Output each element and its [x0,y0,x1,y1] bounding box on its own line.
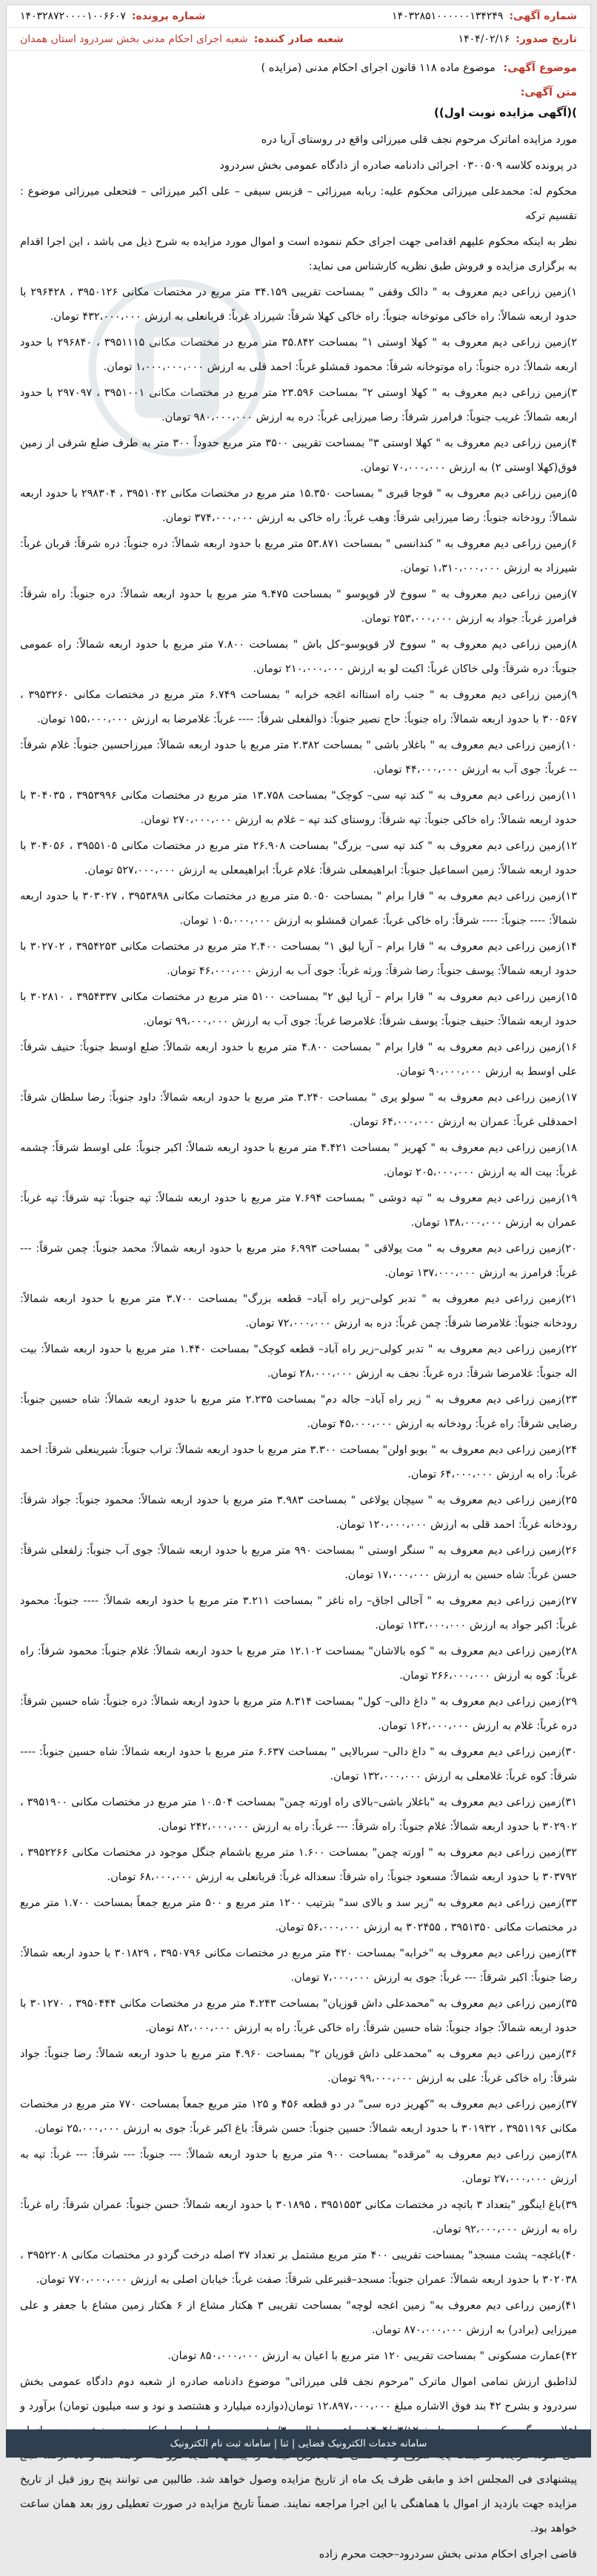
notice-paragraph: ۹)زمین زراعی دیم معروف به " جنب راه استاانه اغجه خرابه " بمساحت ۶.۷۴۹ متر مربع در مختصات مکانی ۳۹۵۳۲۶۰ ، ۳۰۰۵۶۷ با حدود اربعه شمالاً: راه جنوباً: حاج نصیر جنوباً: ذوالفعلی شرقاً: ---- غرباً: غلامرضا به ارزش ۱۵۵،۰۰۰،۰۰۰ تومان. [20,683,577,732]
notice-paragraph: ۳۹)باغ اینگور "بتعداد ۳ باتچه در مختصات مکانی ۳۹۵۱۵۵۳ ، ۳۰۱۸۹۵ با حدود اربعه شمالاً: حسن جنوباً: عمران شرقاً: راه غرباً: راه به ارزش ۹۲،۰۰۰،۰۰۰ تومان. [20,2193,577,2242]
issuing-branch-value: شعبه اجرای احکام مدنی بخش سردرود استان همدان [20,33,248,45]
ad-number [392,10,577,22]
body-label-row [7,81,590,101]
notice-paragraph: ۲۱)زمین زراعی دیم معروف به " تدبر کولی–زیر راه آباد– قطعه بزرگ" بمساحت ۳.۷۰۰ متر مربع با حدود اربعه شمالاً: رودخانه جنوباً: غلامرضا شرقاً: چمن غرباً: دره به ارزش ۷۲،۰۰۰،۰۰۰ تومان. [20,1287,577,1336]
notice-paragraph: ۳۲)زمین زراعی دیم معروف به " اورته چمن" بمساحت ۱.۶۰۰ متر مربع باشمام جنگل موجود در مختصات مکانی ۳۹۵۲۲۶۶ ، ۳۰۳۷۹۲ با حدود اربعه شمالاً: مسعود جنوباً: راه شرقاً: سعداله غرباً: قربانعلی به ارزش ۶۸،۰۰۰،۰۰۰ تومان. [20,1841,577,1890]
notice-paragraph: محکوم له: محمدعلی میرزائی محکوم علیه: ربابه میرزائی – قزبس سیفی – علی اکبر میرزائی – فتحعلی میرزائی موضوع : تقسیم ترکه [20,180,577,229]
issue-date-value: ۱۴۰۴/۰۲/۱۶ [458,33,510,45]
notice-paragraph: ۴۰)باغچه– پشت مسجد" بمساحت تقریبی ۴۰۰ متر مربع مشتمل بر تعداد ۳۷ اصله درخت گردو در مختصات مکانی ۳۹۵۲۲۰۸ ، ۳۰۲۰۳۸ با حدود اربعه شمالاً: عمران جنوباً: مسجد–قنبرعلی شرقاً: صفت غرباً: خیابان اصلی به ارزش ۷۷۰،۰۰۰،۰۰۰ تومان. [20,2244,577,2292]
notice-paragraph: ۸)زمین زراعی دیم معروف به " سووخ لار قوپوسو–کل باش " بمساحت ۷.۸۰۰ متر مربع با حدود اربعه شمالاً: راه عمومی جنوباً: دره شرقاً: ولی خاکان غرباً: اکبت لو به ارزش ۲۱۰،۰۰۰،۰۰۰ تومان. [20,633,577,682]
subject-label: موضوع آگهی: [503,62,577,74]
notice-paragraph: ۴)زمین زراعی دیم معروف به " کهلا اوستی ۳" بمساحت تقریبی ۳۵۰۰ متر مربع حدوداً ۳۰۰ متر به طرف ضلع شرقی از زمین فوق(کهلا اوستی ۲) به ارزش ۷۰،۰۰۰،۰۰۰ تومان. [20,432,577,480]
notice-paragraph [20,2543,577,2567]
notice-paragraph: ۲۲)زمین زراعی دیم معروف به " تدبر کولی–زیر راه آباد– قطعه کوچک" بمساحت ۱.۴۴۰ متر مربع با حدود اربعه شمالاً: بیت اله جنوباً: غلامرضا شرقاً: دره غرباً: نجف به ارزش ۲۸،۰۰۰،۰۰۰ تومان. [20,1338,577,1386]
header-row-issuer [7,28,590,51]
issue-date-label: تاریخ صدور: [516,33,577,45]
notice-paragraph: ۱۴)زمین زراعی دیم معروف به " قارا برام – آرپا لیق ۱" بمساحت ۲.۴۰۰ متر مربع در مختصات مکانی ۳۹۵۴۲۵۳ ، ۳۰۲۷۰۲ با حدود اربعه شمالاً: یوسف جنوباً: رضا شرقاً: ورثه غرباً: جوی آب به ارزش ۴۶،۰۰۰،۰۰۰ تومان. [20,935,577,984]
case-number-label: شماره پرونده: [132,10,205,22]
subject-line [7,51,590,81]
notice-paragraph: ۲)زمین زراعی دیم معروف به " کهلا اوستی ۱" بمساحت ۳۵.۸۴۲ متر مربع در مختصات مکانی ۳۹۵۱۱۱۵ ، ۲۹۶۸۴۰ با حدود اربعه شمالاً: دره جنوباً: راه موتوخانه شرقاً: محمود قمشلو غرباً: احمد قلی به ارزش ۱،۰۰۰،۰۰۰،۰۰۰ تومان. [20,331,577,380]
notice-paragraph: ۷)زمین زراعی دیم معروف به " سووخ لار قوپوسو " بمساحت ۹.۴۷۵ متر مربع با حدود اربعه شمالاً: دره جنوباً: راه شرقاً: فرامرز غرباً: جواد به ارزش ۲۵۳،۰۰۰،۰۰۰ تومان. [20,583,577,631]
notice-body [7,124,590,2576]
notice-title: )(آگهی مزایده نوبت اول)) [7,101,590,124]
notice-paragraph: ۵)زمین زراعی دیم معروف به " قوجا قبری " بمساحت ۱۵.۳۵۰ متر مربع در مختصات مکانی ۳۹۵۱۰۴۲ ، ۲۹۸۳۰۴ با حدود اربعه شمالاً: رودخانه جنوباً: رضا میرزایی شرقاً: وهب غرباً: راه خاکی به ارزش ۳۷۴،۰۰۰،۰۰۰ تومان. [20,482,577,531]
notice-paragraph: ۲۴)زمین زراعی دیم معروف به " بویو اولن" بمساحت ۳.۳۰۰ متر مربع با حدود اربعه شمالاً: تراب جنوباً: شیرینعلی شرقاً: احمد غرباً: راه به ارزش ۶۴،۰۰۰،۰۰۰ تومان. [20,1438,577,1487]
notice-paragraph: ۳)زمین زراعی دیم معروف به " کهلا اوستی ۲" بمساحت ۲۳.۵۹۶ متر مربع در مختصات مکانی ۳۹۵۱۰۰۱ ، ۲۹۷۰۹۷ با حدود اربعه شمالاً: غریب جنوباً: فرامرز شرقاً: رضا میرزایی غرباً: دره به ارزش ۹۸۰،۰۰۰،۰۰۰ تومان. [20,381,577,430]
issue-date [458,33,577,45]
subject-value: موضوع ماده ۱۱۸ قانون اجرای احکام مدنی (مزایده ) [261,62,495,74]
notice-paragraph: ۱۶)زمین زراعی دیم معروف به " قارا برام " بمساحت ۴.۸۰۰ متر مربع با حدود اربعه شمالاً: ضلع اوسط جنوباً: حنیف شرقاً: علی اوسط به ارزش ۹۰،۰۰۰،۰۰۰ تومان. [20,1036,577,1084]
notice-paragraph: ۳۰)زمین زراعی دیم معروف به " داغ دالی– سربالایی " بمساحت ۶.۶۳۷ متر مربع با حدود اربعه شمالاً: شاه حسین جنوباً: ---- شرقاً: کوه غرباً: غلامعلی به ارزش ۱۳۲،۰۰۰،۰۰۰ تومان. [20,1740,577,1789]
notice-paragraph: ۲۶)زمین زراعی دیم معروف به " سنگر اوستی " بمساحت ۹۹۰ متر مربع با حدود اربعه شمالاً: جوی آب جنوباً: زلفعلی شرقاً: حسن غرباً: شاه حسین به ارزش ۱۷،۰۰۰،۰۰۰ تومان. [20,1539,577,1588]
notice-paragraph: ۲۸)زمین زراعی دیم معروف به " کوه بالاشان" بمساحت ۱۲.۱۰۲ متر مربع با حدود اربعه شمالاً: غلام جنوباً: محمود شرقاً: راه غرباً: کوه به ارزش ۲۶۶،۰۰۰،۰۰۰ تومان. [20,1640,577,1688]
notice-paragraph: ۳۵)زمین زراعی دیم معروف به "محمدعلی داش قوزیان" بمساحت ۴.۲۴۳ متر مربع در مختصات مکانی ۳۹۵۰۴۴۴ ، ۳۰۱۲۷۰ با حدود اربعه شمالاً: جواد جنوباً: شاه حسین شرقاً: راه خاکی غرباً: راه به ارزش ۸۲،۰۰۰،۰۰۰ تومان. [20,1992,577,2041]
notice-paragraph: ۱۲)زمین زراعی دیم معروف به " کند تپه سی– بزرگ" بمساحت ۲۶.۹۰۸ متر مربع در مختصات مکانی ۳۹۵۵۱۰۵ ، ۳۰۴۰۵۶ با حدود اربعه شمالاً: زمین اسماعیل جنوباً: ابراهیمعلی شرقاً: غلام غرباً: ابراهیمعلی به ارزش ۵۲۷،۰۰۰،۰۰۰ تومان. [20,834,577,883]
ad-number-value: ۱۴۰۳۲۸۵۱۰۰۰۰۰۰۱۳۴۲۴۹ [392,10,503,22]
notice-paragraph: ۱۳)زمین زراعی دیم معروف به " قارا برام " بمساحت ۵.۰۵۰ متر مربع در مختصات مکانی ۳۹۵۳۸۹۸ ، ۳۰۳۰۲۷ با حدود اربعه شمالاً: ---- جنوباً: ---- شرقاً: راه خاکی غرباً: عمران قمشلو به ارزش ۱۰۵،۰۰۰،۰۰۰ تومان. [20,885,577,933]
notice-paragraph: ۳۶)زمین زراعی دیم معروف به "محمدعلی داش قوزیان ۲" بمساحت ۴.۹۶۰ متر مربع با حدود اربعه شمالاً: رضا جنوباً: جواد شرقاً: راه خاکی غرباً: علی به ارزش ۹۹،۰۰۰،۰۰۰ تومان. [20,2042,577,2091]
notice-paragraph: در پرونده کلاسه ۰۳۰۰۵۰۹ اجرائی دادنامه صادره از دادگاه عمومی بخش سردرود [20,154,577,178]
notice-paragraph: ۲۰)زمین زراعی دیم معروف به " مت یولاقی " بمساحت ۶.۹۹۳ متر مربع با حدود اربعه شمالاً: محمد جنوباً: چمن شرقاً: --- غرباً: فرامرز به ارزش ۱۳۷،۰۰۰،۰۰۰ تومان. [20,1237,577,1286]
notice-sheet [6,4,591,2458]
notice-paragraph: ۱۰)زمین زراعی دیم معروف به " باغلار باشی " بمساحت ۲.۳۸۲ متر مربع با حدود اربعه شمالاً: میرزاحسین جنوباً: غلام شرقاً: -- غرباً: جوی آب به ارزش ۴۴،۰۰۰،۰۰۰ تومان. [20,734,577,782]
notice-paragraph: ۱۷)زمین زراعی دیم معروف به " سولو یری " بمساحت ۳.۲۴۰ متر مربع با حدود اربعه شمالاً: داود جنوباً: رضا سلطان شرقاً: احمدقلی غرباً: عمران به ارزش ۶۴،۰۰۰،۰۰۰ تومان. [20,1086,577,1135]
notice-paragraph: ۴۱)زمین زراعی دیم معروف به" زمین اغجه لوچه" بمساحت تقریبی ۳ هکتار مشاع از ۶ هکتار زمین مشاع با جعفر و علی میرزایی (برادر) به ارزش ۸۷۰،۰۰۰،۰۰۰ تومان. [20,2294,577,2343]
notice-paragraph: نظر به اینکه محکوم علیهم اقدامی جهت اجرای حکم ننموده است و اموال مورد مزایده به شرح ذیل می باشد ، این اجرا اقدام به برگزاری مزایده و فروش طبق نظریه کارشناس می نماید: [20,230,577,279]
notice-paragraph: ۱۵)زمین زراعی دیم معروف به " قارا برام – آرپا لیق ۲" بمساحت ۵۱۰۰ متر مربع در مختصات مکانی ۳۹۵۴۳۳۷ ، ۳۰۲۸۱۰ با حدود اربعه شمالاً: حنیف جنوباً: یوسف شرقاً: غلامرضا غرباً: جوی آب به ارزش ۹۹،۰۰۰،۰۰۰ تومان. [20,985,577,1034]
notice-paragraph: ۳۱)زمین زراعی دیم معروف به "باغلار باشی–بالای راه اورته چمن" بمساحت ۱۰.۵۰۴ متر مربع در مختصات مکانی ۳۹۵۱۹۰۰ ، ۳۰۲۹۰۲ با حدود اربعه شمالاً: غلام جنوباً: راه شرقاً: --- غرباً: راه به ارزش ۲۴۲،۰۰۰،۰۰۰ تومان. [20,1791,577,1839]
issuing-branch [20,33,344,45]
footer-bar: سامانه خدمات الکترونیک قضایی | ثنا | سامانه ثبت نام الکترونیک [6,2429,591,2458]
notice-paragraph: ۴۲)عمارت مسکونی " بمساحت تقریبی ۱۲۰ متر مربع با اعیان به ارزش ۸۵۰،۰۰۰،۰۰۰ تومان. [20,2344,577,2369]
body-label: متن آگهی: [521,87,577,98]
notice-paragraph: ۱۹)زمین زراعی دیم معروف به " تپه دوشی " بمساحت ۷.۶۹۴ متر مربع با حدود اربعه شمالاً: تپه جنوباً: تپه شرقاً: تپه غرباً: عمران به ارزش ۱۳۸،۰۰۰،۰۰۰ تومان. [20,1187,577,1235]
case-number-value: ۱۴۰۳۲۸۷۲۰۰۰۰۱۰۰۶۶۰۷ [20,10,126,22]
notice-paragraph: ۱۱)زمین زراعی دیم معروف به " کند تپه سی– کوچک" بمساحت ۱۳.۷۵۸ متر مربع در مختصات مکانی ۳۹۵۳۹۹۶ ، ۳۰۴۰۳۵ با حدود اربعه شمالاً: راه خاکی جنوباً: تپه شرقاً: روستای کند تپه – غلام به ارزش ۲۷۰،۰۰۰،۰۰۰ تومان. [20,784,577,833]
header-row-numbers [7,5,590,28]
notice-paragraph: ۲۹)زمین زراعی دیم معروف به " داغ دالی– کول" بمساحت ۸.۳۱۴ متر مربع با حدود اربعه شمالاً: دره جنوباً: شاه حسین شرقاً: دره غرباً: غلام به ارزش ۱۶۲،۰۰۰،۰۰۰ تومان. [20,1690,577,1739]
notice-paragraph: ۱۸)زمین زراعی دیم معروف به " کهریز " بمساحت ۴.۴۲۱ متر مربع با حدود اربعه شمالاً: اکبر جنوباً: علی اوسط شرقاً: چشمه غرباً: بیت اله به ارزش ۲۰۵،۰۰۰،۰۰۰ تومان. [20,1136,577,1185]
notice-paragraph: ۳۳)زمین زراعی دیم معروف به "زیر سد و بالای سد" بترتیب ۱۲۰۰ متر مربع و ۵۰۰ متر مربع جمعاً بمساحت ۱.۷۰۰ متر مربع در مختصات مکانی ۳۹۵۱۳۵۰ ، ۳۰۲۴۵۵ به ارزش ۵۶،۰۰۰،۰۰۰ تومان. [20,1891,577,1940]
notice-paragraph: لذاطبق ارزش تمامی اموال ماترک "مرحوم نجف قلی میرزائی" موضوع دادنامه صادره از شعبه دوم دادگاه عمومی بخش سردرود و بشرح ۴۲ بند فوق الاشاره مبلغ ۱۲،۸۹۷،۰۰۰،۰۰۰ تومان(دوازده میلیارد و هشتصد و نود و سه میلیون تومان) برآورد و اعلام می گردد که مزایده در تاریخ ۱۴۰۴/۰۳/۱۲ ساعت ۱۰ الی ۱۰/۳۰ صبح در محل اجرای احکام مدنی بخش سردرود انجام می شود. مزایده از قیمت پایه شروع و به کسی که بالاترین قیمت را پیشنهاد نماید فروخته خواهد شد و ده درصد مبلغ پیشنهادی فی المجلس اخذ و مابقی ظرف یک ماه از تاریخ مزایده وصول خواهد شد. طالبین می توانند پنج روز قبل از تاریخ مزایده جهت بازدید از اموال با هماهنگی با این اجرا مراجعه نمایند. ضمناً تاریخ مزایده در صورت تعطیلی روز بعد همان ساعت خواهد بود. [20,2370,577,2541]
notice-paragraph: ۶)زمین زراعی دیم معروف به " کندانسی " بمساحت ۵۳.۸۷۱ متر مربع با حدود اربعه شمالاً: دره جنوباً: دره شرقاً: قربان غرباً: شیرزاد به ارزش ۱،۳۱۰،۰۰۰،۰۰۰ تومان. [20,532,577,581]
notice-paragraph: ۳۸)زمین زراعی دیم معروف به "مرقده" بمساحت ۹۰۰ متر مربع با حدود اربعه شمالاً: --- جنوباً: --- شرقاً: --- غرباً: تپه به ارزش ۲۷،۰۰۰،۰۰۰ تومان. [20,2143,577,2192]
notice-paragraph: ۳۷)زمین زراعی دیم معروف به "کهریز دره سی" در دو قطعه ۴۵۶ و ۱۲۵ متر مربع جمعاً بمساحت ۷۷۰ متر مربع در مختصات مکانی ۳۹۵۱۱۹۶ ، ۳۰۱۹۳۲ با حدود اربعه شمالاً: حسین جنوباً: حسن شرقاً: باغ اکبر غرباً: جوی به ارزش ۲۵،۰۰۰،۰۰۰ تومان. [20,2093,577,2141]
case-number [20,10,205,22]
ad-number-label: شماره آگهی: [509,10,577,22]
notice-paragraph: ۲۷)زمین زراعی دیم معروف به " آجالی اجاق– راه ناغز " بمساحت ۳.۲۱۱ متر مربع با حدود اربعه شمالاً: ---- جنوباً: محمود غرباً: اکبر جواد به ارزش ۱۲۳،۰۰۰،۰۰۰ تومان. [20,1589,577,1638]
notice-paragraph: ۱)زمین زراعی دیم معروف به " دالک وقفی " بمساحت تقریبی ۳۴.۱۵۹ متر مربع در مختصات مکانی ۳۹۵۰۱۲۶ ، ۲۹۶۴۲۸ با حدود اربعه شمالاً: راه خاکی موتوخانه جنوباً: راه خاکی کهلا شرقاً: شیرزاد غرباً: قربانعلی به ارزش ۴۳۲،۰۰۰،۰۰۰ تومان. [20,281,577,329]
notice-paragraph: ۳۴)زمین زراعی دیم معروف به "خرابه" بمساحت ۴۲۰ متر مربع در مختصات مکانی ۳۹۵۰۷۹۶ ، ۳۰۱۸۲۹ با حدود اربعه شمالاً: رضا جنوباً: اکبر شرقاً: --- غرباً: جوی به ارزش ۷،۰۰۰،۰۰۰ تومان. [20,1942,577,1990]
issuing-branch-label: شعبه صادر کننده: [254,33,344,45]
notice-paragraph: ۲۵)زمین زراعی دیم معروف به " سیچان یولاغی " بمساحت ۳.۹۸۳ متر مربع با حدود اربعه شمالاً: محمود جنوباً: جواد شرقاً: رودخانه غرباً: احمد قلی به ارزش ۱۲۰،۰۰۰،۰۰۰ تومان. [20,1489,577,1537]
notice-paragraph: ۲۳)زمین زراعی دیم معروف به " زیر راه آباد– جاله دم" بمساحت ۲.۲۳۵ متر مربع با حدود اربعه شمالاً: شاه حسین جنوباً: رضایی شرقاً: راه غرباً: رودخانه به ارزش ۴۵،۰۰۰،۰۰۰ تومان. [20,1388,577,1437]
notice-paragraph: مورد مزایده اماترک مرحوم نجف قلی میرزائی واقع در روستای آریا دره [20,128,577,152]
